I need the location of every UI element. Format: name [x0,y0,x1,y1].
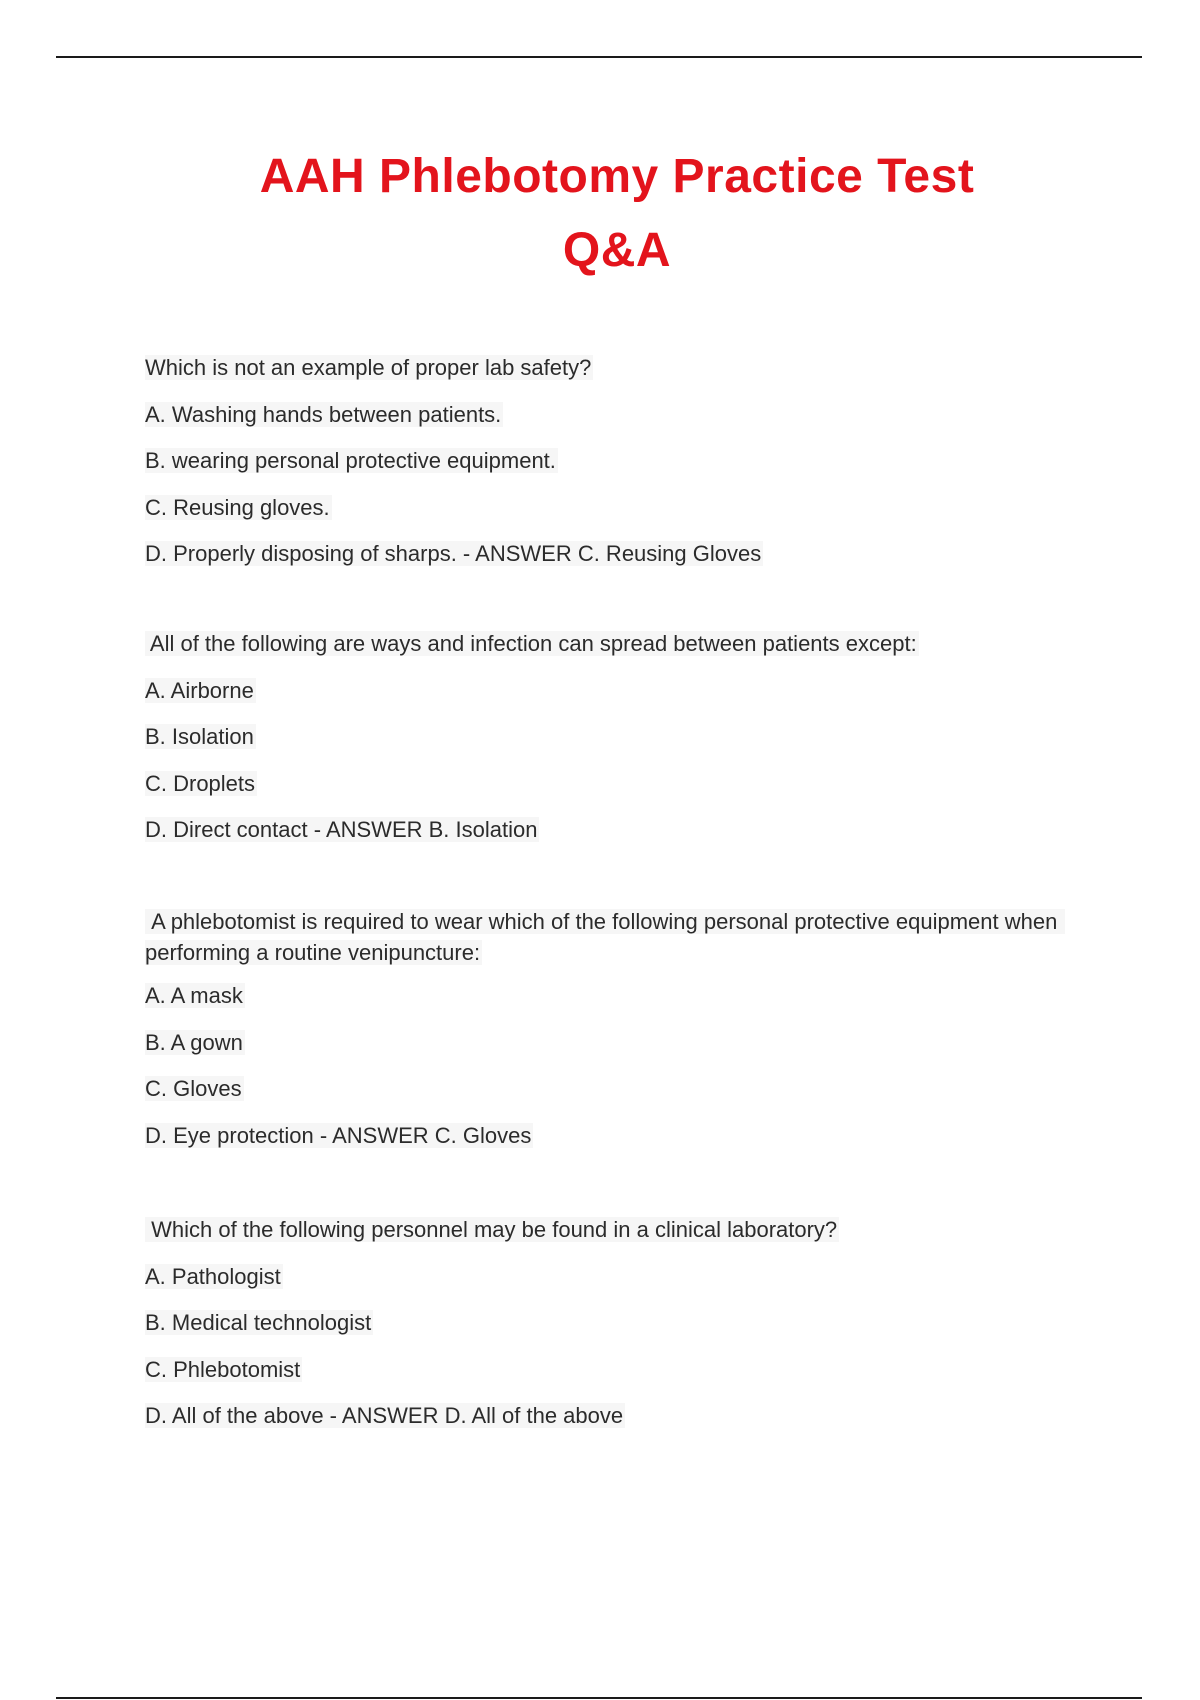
question-block-1 [145,352,1090,585]
question-block-3 [145,906,1090,1166]
option-a: A. A mask [145,983,243,1008]
option-b: B. Medical technologist [145,1310,372,1335]
document-title [0,140,1200,288]
title-line-2: Q&A [562,224,672,277]
question-text: Which of the following personnel may be found in a clinical laboratory? [145,1217,838,1242]
option-c: C. Droplets [145,770,256,796]
option-b: B. Isolation [145,724,254,749]
option-a: A. Washing hands between patients. [145,401,502,427]
title-line-1: AAH Phlebotomy Practice Test [259,150,975,203]
option-a: A. Airborne [145,677,254,703]
option-d-with-answer: D. All of the above - ANSWER D. All of the above [145,1403,624,1428]
option-c: C. Phlebotomist [145,1356,301,1382]
option-d-with-answer: D. Properly disposing of sharps. - ANSWER C. Reusing Gloves [145,541,762,566]
option-d-with-answer: D. Direct contact - ANSWER B. Isolation [145,817,538,842]
question-text: Which is not an example of proper lab safety? [145,355,592,380]
option-b: B. A gown [145,1029,243,1055]
option-c: C. Reusing gloves. [145,494,330,520]
option-d-with-answer: D. Eye protection - ANSWER C. Gloves [145,1122,532,1148]
question-text: All of the following are ways and infection can spread between patients except: [145,631,917,656]
top-rule [56,56,1142,58]
option-c: C. Gloves [145,1076,242,1101]
question-block-4 [145,1214,1090,1447]
bottom-rule [56,1697,1142,1699]
option-b: B. wearing personal protective equipment. [145,448,556,473]
question-text: A phlebotomist is required to wear which of the following personal protective equipment when performing a routine venipuncture: [145,909,1064,965]
question-block-2 [145,628,1090,861]
option-a: A. Pathologist [145,1263,281,1289]
